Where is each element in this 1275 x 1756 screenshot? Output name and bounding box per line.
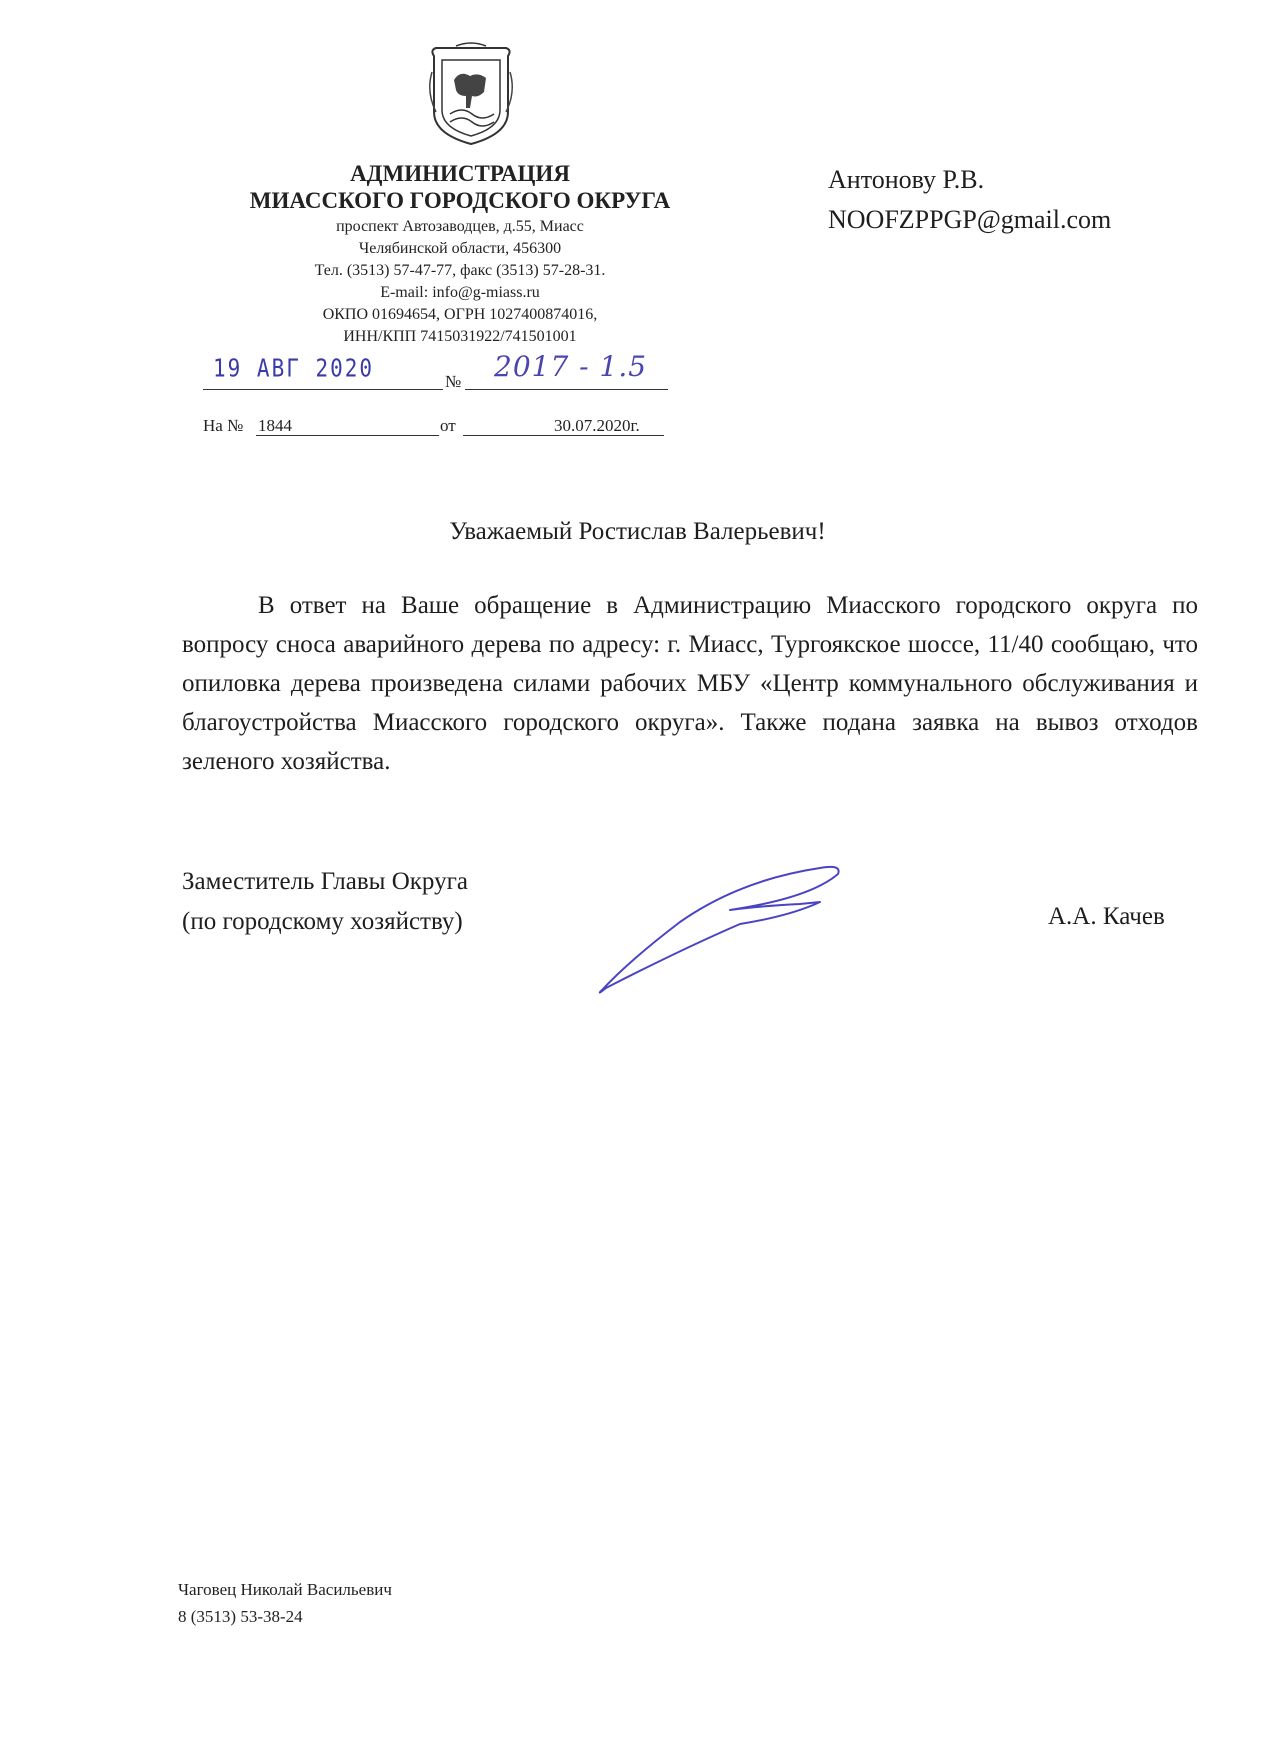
email-line: E-mail: info@g-miass.ru (380, 284, 540, 301)
organization-details (220, 216, 700, 348)
okpo-ogrn-line: ОКПО 01694654, ОГРН 1027400874016, (322, 306, 598, 323)
reference-number: 1844 (258, 416, 292, 435)
outgoing-number-handwritten: 2017 - 1.5 (494, 350, 648, 383)
number-sign: № (445, 372, 462, 391)
number-underline (465, 389, 668, 390)
executor-block (178, 1576, 392, 1630)
recipient-email: NOOFZPPGP@gmail.com (828, 205, 1112, 234)
address-line1: проспект Автозаводцев, д.55, Миасс (336, 218, 584, 235)
date-underline (203, 389, 443, 390)
handwritten-signature (590, 860, 850, 1000)
coat-of-arms-icon (426, 42, 516, 148)
reference-number-underline (256, 435, 439, 436)
executor-phone: 8 (3513) 53-38-24 (178, 1607, 303, 1626)
address-line2: Челябинской области, 456300 (358, 240, 562, 257)
date-stamp: 19 АВГ 2020 (213, 353, 375, 383)
organization-title (175, 160, 745, 214)
signatory-position-line1: Заместитель Главы Округа (182, 868, 468, 895)
salutation: Уважаемый Ростислав Валерьевич! (449, 518, 826, 545)
reference-from-label: от (440, 416, 456, 435)
signatory-name: А.А. Качев (1048, 903, 1165, 930)
recipient-block (828, 160, 1111, 240)
signatory-position-line2: (по городскому хозяйству) (182, 908, 463, 935)
organization-title-line1: АДМИНИСТРАЦИЯ (350, 161, 570, 186)
signatory-position (182, 862, 468, 942)
reference-number-label: На № (203, 416, 244, 435)
reference-date-underline (463, 435, 664, 436)
organization-title-line2: МИАССКОГО ГОРОДСКОГО ОКРУГА (249, 188, 671, 213)
reference-date: 30.07.2020г. (554, 416, 640, 435)
recipient-name: Антонову Р.В. (828, 165, 985, 194)
inn-kpp-line: ИНН/КПП 7415031922/741501001 (343, 328, 577, 345)
phone-line: Тел. (3513) 57-47-77, факс (3513) 57-28-31. (314, 262, 606, 279)
letter-body: В ответ на Ваше обращение в Администрацию Миасского городского округа по вопросу сноса аварийного дерева по адресу: г. Миасс, Тургоякское шоссе, 11/40 сообщаю, что опиловка дерева произведена силами рабочих МБУ «Центр коммунального обслуживания и благоустройства Миасского городского округа». Также подана заявка на вывоз отходов зеленого хозяйства. (182, 592, 1198, 775)
executor-name: Чаговец Николай Васильевич (178, 1580, 392, 1599)
